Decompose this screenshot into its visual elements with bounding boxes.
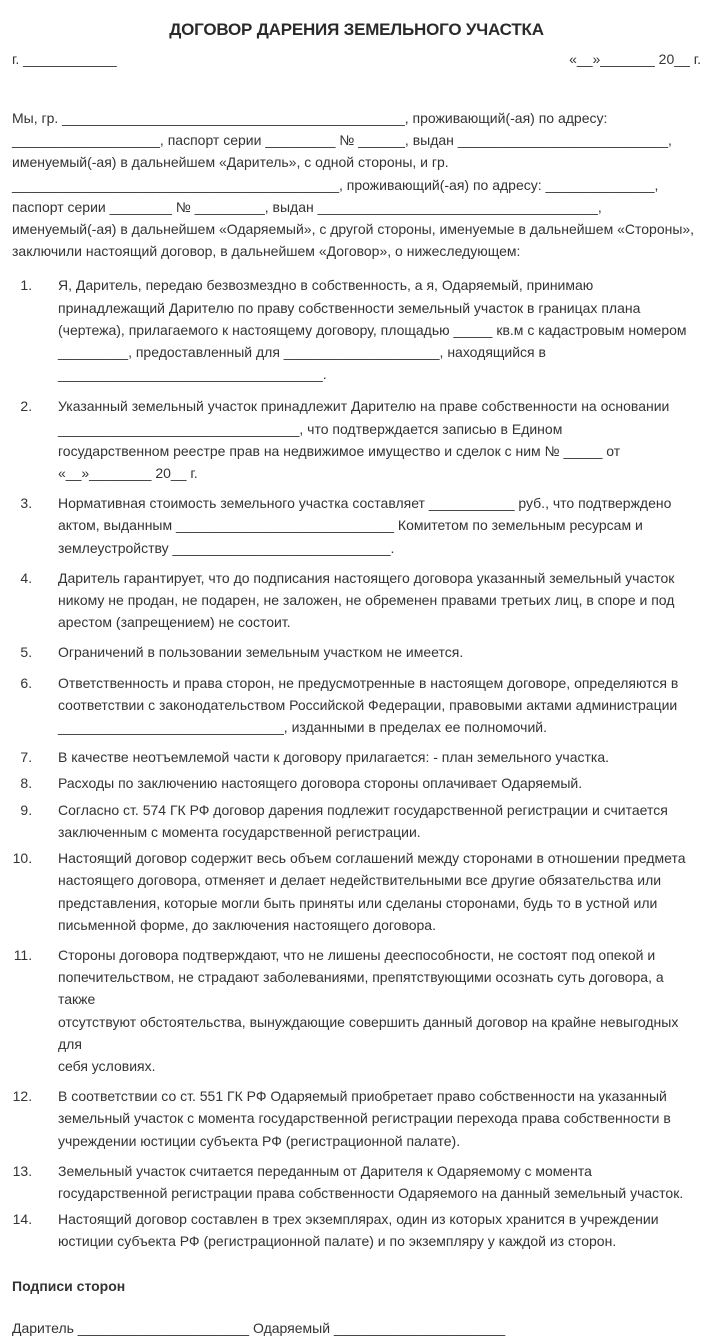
clause-line: заключенным с момента государственной регистрации.	[58, 823, 421, 840]
clause-line: 1. Я, Даритель, передаю безвозмездно в собственность, а я, Одаряемый, принимаю	[58, 277, 594, 294]
clause-line: 3. Нормативная стоимость земельного участка составляет ___________ руб., что подтверждено	[58, 495, 672, 512]
intro-line: ___________________, паспорт серии _________ № ______, выдан ___________________________,	[12, 132, 672, 149]
clause-line: 14. Настоящий договор составлен в трех экземплярах, один из которых хранится в учреждении	[58, 1211, 659, 1228]
intro-line: именуемый(-ая) в дальнейшем «Одаряемый», с другой стороны, именуемые в дальнейшем «Стороны»,	[12, 221, 695, 238]
clause-line: 6. Ответственность и права сторон, не предусмотренные в настоящем договоре, определяются в	[58, 674, 679, 691]
clause-item	[36, 1208, 701, 1252]
clause-line: соответствии с законодательством Российской Федерации, правовыми актами администрации	[58, 696, 678, 713]
clause-item	[36, 847, 701, 936]
clause-line: земельный участок с момента государственной регистрации перехода права собственности в	[58, 1110, 671, 1127]
clause-line: (чертежа), прилагаемого к настоящему договору, площадью _____ кв.м с кадастровым номером	[58, 321, 687, 338]
clause-line: принадлежащий Дарителю по праву собственности земельный участок в границах плана	[58, 299, 641, 316]
clause-line: 2. Указанный земельный участок принадлежит Дарителю на праве собственности на основании	[58, 398, 670, 415]
clause-item	[36, 746, 701, 768]
clause-item	[36, 567, 701, 634]
clause-line: «__»________ 20__ г.	[58, 465, 198, 482]
clause-item	[36, 395, 701, 484]
clause-line: отсутствуют обстоятельства, вынуждающие совершить данный договор на крайне невыгодных для	[58, 1013, 679, 1052]
clause-item	[36, 1160, 701, 1204]
clause-line: юстиции субъекта РФ (регистрационной палате) и по экземпляру у каждой из сторон.	[58, 1233, 617, 1250]
signatures-line: Даритель ______________________ Одаряемый ______________________	[12, 1319, 506, 1336]
clause-line: 4. Даритель гарантирует, что до подписания настоящего договора указанный земельный участок	[58, 569, 675, 586]
clause-line: государственном реестре прав на недвижимое имущество и сделок с ним № _____ от	[58, 442, 621, 459]
clause-line: 12. В соответствии со ст. 551 ГК РФ Одаряемый приобретает право собственности на указанный	[58, 1088, 667, 1105]
parties-intro	[12, 107, 701, 262]
clause-line: актом, выданным ____________________________ Комитетом по земельным ресурсам и	[58, 517, 643, 534]
clause-line: учреждении юстиции субъекта РФ (регистрационной палате).	[58, 1132, 461, 1149]
clause-line: 13. Земельный участок считается переданным от Дарителя к Одаряемому с момента	[58, 1162, 592, 1179]
clause-item	[36, 672, 701, 739]
clause-line: 10. Настоящий договор содержит весь объем соглашений между сторонами в отношении предмета	[58, 850, 686, 867]
intro-line: Мы, гр. ____________________________________________, проживающий(-ая) по адресу:	[12, 110, 608, 126]
document-title: ДОГОВОР ДАРЕНИЯ ЗЕМЕЛЬНОГО УЧАСТКА	[169, 20, 544, 39]
clause-line: землеустройству ____________________________.	[58, 539, 395, 556]
clause-line: попечительством, не страдают заболеваниями, препятствующими осознать суть договора, а также	[58, 969, 664, 1008]
place-date-row	[12, 48, 701, 70]
clause-line: государственной регистрации права собственности Одаряемого на данный земельный участок.	[58, 1184, 684, 1201]
clause-item	[36, 492, 701, 559]
clause-line: _______________________________, что подтверждается записью в Едином	[58, 420, 563, 437]
intro-line: __________________________________________, проживающий(-ая) по адресу: ______________,	[12, 176, 659, 193]
clause-line: никому не продан, не подарен, не заложен, не обременен правами третьих лиц, в споре и под	[58, 592, 675, 609]
clauses-list	[12, 274, 701, 1252]
clause-item	[36, 799, 701, 843]
clause-item	[36, 944, 701, 1077]
clause-line: настоящего договора, отменяет и делает недействительными все другие обязательства или	[58, 872, 662, 889]
clause-item	[36, 1085, 701, 1152]
intro-line: паспорт серии ________ № _________, выдан ____________________________________,	[12, 198, 602, 215]
clause-line: представления, которые могли быть приняты или сделаны сторонами, будь то в устной или	[58, 894, 658, 911]
clause-line: _________, предоставленный для ____________________, находящийся в	[58, 344, 546, 361]
clause-line: __________________________________.	[58, 366, 327, 383]
signatures-heading: Подписи сторон	[12, 1277, 126, 1294]
clause-line: письменной форме, до заключения настоящего договора.	[58, 916, 436, 933]
date-field: «__»_______ 20__ г.	[569, 51, 701, 67]
clause-line: арестом (запрещением) не состоит.	[58, 614, 291, 631]
clause-item	[36, 274, 701, 385]
intro-line: именуемый(-ая) в дальнейшем «Даритель», с одной стороны, и гр.	[12, 154, 449, 171]
intro-line: заключили настоящий договор, в дальнейшем «Договор», о нижеследующем:	[12, 243, 521, 260]
clause-line: 9. Согласно ст. 574 ГК РФ договор дарения подлежит государственной регистрации и считается	[58, 801, 668, 818]
clause-line: 7. В качестве неотъемлемой части к договору прилагается: - план земельного участка.	[58, 749, 609, 766]
clause-item	[36, 772, 701, 794]
clause-line: себя условиях.	[58, 1057, 156, 1074]
clause-line: 8. Расходы по заключению настоящего договора стороны оплачивает Одаряемый.	[58, 775, 583, 792]
clause-line: 11. Стороны договора подтверждают, что не лишены дееспособности, не состоят под опекой и	[58, 946, 656, 963]
place-field: г. ____________	[12, 51, 117, 67]
clause-line: 5. Ограничений в пользовании земельным участком не имеется.	[58, 644, 464, 661]
clause-line: _____________________________, изданными в пределах ее полномочий.	[58, 719, 547, 736]
clause-item	[36, 641, 701, 663]
